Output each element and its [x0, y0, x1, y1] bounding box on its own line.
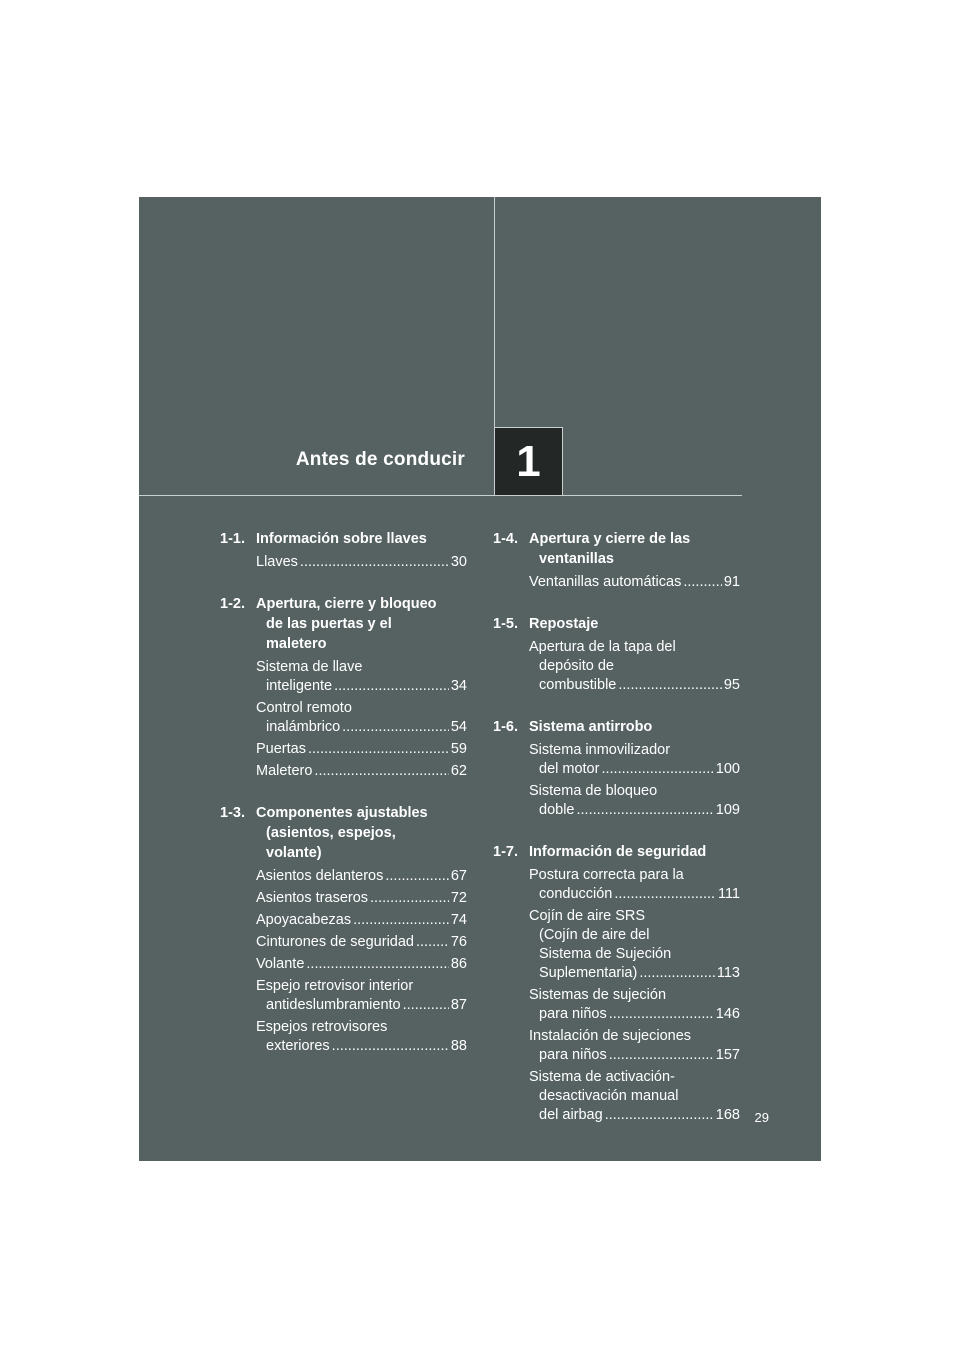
entry-text-line: Puertas	[256, 741, 306, 757]
entry-page-number: 109	[715, 802, 740, 818]
entry-text-line: Llaves	[256, 554, 298, 570]
entry-leader-line	[256, 740, 467, 759]
entry-text-line: Volante	[256, 956, 305, 972]
toc-section	[493, 842, 740, 1125]
entry-leader-line	[529, 1106, 740, 1125]
section-heading[interactable]	[220, 803, 467, 863]
entry-leader-line	[256, 996, 467, 1015]
toc-entries	[220, 553, 467, 572]
entry-text-line: conducción	[539, 886, 613, 902]
toc-entry[interactable]	[256, 933, 467, 952]
section-title-line: maletero	[266, 636, 327, 652]
section-title-line: Información sobre llaves	[256, 531, 427, 547]
chapter-panel	[139, 197, 821, 1161]
entry-leader-line	[256, 1037, 467, 1056]
entry-text-line: Sistema de Sujeción	[539, 946, 672, 962]
section-title-line: Información de seguridad	[529, 844, 707, 860]
dot-leader	[609, 1005, 714, 1024]
dot-leader	[416, 933, 449, 952]
entry-leader-line	[529, 676, 740, 695]
entry-text-line: desactivación manual	[539, 1088, 679, 1104]
dot-leader	[332, 1037, 449, 1056]
entry-page-number: 157	[715, 1047, 740, 1063]
entry-page-number: 88	[450, 1038, 467, 1054]
toc-entry[interactable]	[256, 699, 467, 737]
toc-entries	[493, 573, 740, 592]
section-number: 1-7.	[493, 844, 518, 860]
toc-entry[interactable]	[529, 573, 740, 592]
entry-text-line: combustible	[539, 677, 617, 693]
dot-leader	[306, 955, 448, 974]
chapter-title: Antes de conducir	[295, 449, 465, 470]
entry-text-line: Sistema inmovilizador	[529, 742, 671, 758]
entry-leader-line	[529, 801, 740, 820]
toc-entries	[220, 658, 467, 781]
entry-text-line: Cinturones de seguridad	[256, 934, 414, 950]
entry-text-line: inteligente	[266, 678, 333, 694]
section-title-line: de las puertas y el	[266, 616, 392, 632]
section-title	[529, 717, 740, 737]
toc-entry[interactable]	[529, 782, 740, 820]
entry-page-number: 100	[715, 761, 740, 777]
toc-entry[interactable]	[529, 1027, 740, 1065]
entry-text-line: del motor	[539, 761, 600, 777]
section-heading[interactable]	[493, 529, 740, 569]
section-title-line: ventanillas	[539, 551, 614, 567]
toc-entry[interactable]	[256, 658, 467, 696]
section-heading[interactable]	[493, 614, 740, 634]
entry-text-line: doble	[539, 802, 575, 818]
entry-leader-line	[256, 911, 467, 930]
entry-text-line: depósito de	[539, 658, 614, 674]
dot-leader	[308, 740, 449, 759]
entry-text-line: antideslumbramiento	[266, 997, 401, 1013]
toc-section	[220, 529, 467, 572]
toc-entry[interactable]	[529, 1068, 740, 1125]
dot-leader	[353, 911, 449, 930]
section-title	[256, 529, 467, 549]
entry-text-line: exteriores	[266, 1038, 330, 1054]
section-title	[529, 842, 740, 862]
toc-entries	[493, 638, 740, 695]
section-number: 1-4.	[493, 531, 518, 547]
section-heading[interactable]	[493, 717, 740, 737]
entry-text-line: Ventanillas automáticas	[529, 574, 682, 590]
dot-leader	[314, 762, 448, 781]
dot-leader	[370, 889, 449, 908]
entry-text-line: Sistemas de sujeción	[529, 987, 667, 1003]
toc-entry[interactable]	[256, 955, 467, 974]
toc-entry[interactable]	[529, 866, 740, 904]
toc-entries	[493, 741, 740, 820]
dot-leader	[385, 867, 449, 886]
entry-text-line: inalámbrico	[266, 719, 341, 735]
entry-leader-line	[256, 867, 467, 886]
dot-leader	[342, 718, 449, 737]
entry-text-line: Suplementaria)	[539, 965, 638, 981]
entry-page-number: 30	[450, 554, 467, 570]
chapter-number: 1	[516, 436, 541, 486]
entry-text-line: Control remoto	[256, 700, 352, 716]
entry-page-number: 113	[716, 965, 740, 981]
entry-text-line: Sistema de activación-	[529, 1069, 675, 1085]
entry-leader-line	[256, 889, 467, 908]
entry-leader-line	[529, 1005, 740, 1024]
dot-leader	[618, 676, 721, 695]
toc-section	[493, 529, 740, 592]
section-title-line: Apertura, cierre y bloqueo	[256, 596, 437, 612]
entry-text-line: Apoyacabezas	[256, 912, 352, 928]
section-heading[interactable]	[493, 842, 740, 862]
section-title-line: volante)	[266, 845, 322, 861]
toc-column-right	[493, 529, 740, 1147]
dot-leader	[403, 996, 449, 1015]
entry-leader-line	[529, 964, 740, 983]
toc-entry[interactable]	[256, 977, 467, 1015]
dot-leader	[576, 801, 713, 820]
entry-text-line: del airbag	[539, 1107, 603, 1123]
section-number: 1-2.	[220, 596, 245, 612]
entry-leader-line	[256, 955, 467, 974]
entry-page-number: 59	[450, 741, 467, 757]
toc-entry[interactable]	[256, 740, 467, 759]
toc-section	[493, 717, 740, 820]
entry-leader-line	[529, 1046, 740, 1065]
entry-leader-line	[256, 762, 467, 781]
entry-text-line: para niños	[539, 1006, 607, 1022]
entry-text-line: Maletero	[256, 763, 313, 779]
section-title	[529, 614, 740, 634]
section-number: 1-1.	[220, 531, 245, 547]
section-heading[interactable]	[220, 594, 467, 654]
toc-entry[interactable]	[529, 907, 740, 983]
toc-entry[interactable]	[529, 986, 740, 1024]
entry-page-number: 86	[450, 956, 467, 972]
entry-page-number: 76	[450, 934, 467, 950]
toc-entry[interactable]	[256, 889, 467, 908]
section-title-line: Componentes ajustables	[256, 805, 428, 821]
entry-page-number: 72	[450, 890, 467, 906]
entry-page-number: 62	[450, 763, 467, 779]
horizontal-divider	[139, 495, 742, 496]
toc-entry[interactable]	[256, 762, 467, 781]
toc-entry[interactable]	[256, 867, 467, 886]
section-title-line: (asientos, espejos,	[266, 825, 396, 841]
toc-entry[interactable]	[529, 741, 740, 779]
entry-text-line: Postura correcta para la	[529, 867, 684, 883]
entry-page-number: 34	[450, 678, 467, 694]
toc-section	[220, 803, 467, 1056]
entry-page-number: 146	[715, 1006, 740, 1022]
entry-page-number: 54	[450, 719, 467, 735]
dot-leader	[614, 885, 716, 904]
entry-text-line: Apertura de la tapa del	[529, 639, 676, 655]
dot-leader	[605, 1106, 714, 1125]
entry-page-number: 111	[717, 886, 740, 902]
toc-section	[220, 594, 467, 781]
entry-text-line: Espejo retrovisor interior	[256, 978, 414, 994]
entry-text-line: Asientos traseros	[256, 890, 369, 906]
entry-text-line: Cojín de aire SRS	[529, 908, 646, 924]
entry-leader-line	[256, 553, 467, 572]
toc-entry[interactable]	[256, 911, 467, 930]
entry-leader-line	[256, 933, 467, 952]
entry-page-number: 74	[450, 912, 467, 928]
section-title-line: Sistema antirrobo	[529, 719, 653, 735]
toc-column-left	[220, 529, 467, 1078]
entry-text-line: Instalación de sujeciones	[529, 1028, 692, 1044]
entry-page-number: 168	[715, 1107, 740, 1123]
entry-text-line: Asientos delanteros	[256, 868, 384, 884]
dot-leader	[300, 553, 449, 572]
toc-entry[interactable]	[256, 553, 467, 572]
toc-entry[interactable]	[529, 638, 740, 695]
entry-page-number: 95	[723, 677, 740, 693]
entry-text-line: (Cojín de aire del	[539, 927, 650, 943]
entry-text-line: Sistema de llave	[256, 659, 363, 675]
section-title	[256, 803, 467, 863]
entry-page-number: 67	[450, 868, 467, 884]
section-title-line: Repostaje	[529, 616, 599, 632]
toc-section	[493, 614, 740, 695]
section-title	[529, 529, 740, 569]
entry-leader-line	[529, 885, 740, 904]
entry-text-line: para niños	[539, 1047, 607, 1063]
entry-leader-line	[529, 760, 740, 779]
section-number: 1-5.	[493, 616, 518, 632]
page-number: 29	[754, 1110, 769, 1125]
section-number: 1-3.	[220, 805, 245, 821]
entry-text-line: Sistema de bloqueo	[529, 783, 658, 799]
section-title	[256, 594, 467, 654]
entry-leader-line	[256, 677, 467, 696]
dot-leader	[683, 573, 722, 592]
section-heading[interactable]	[220, 529, 467, 549]
chapter-number-box	[494, 427, 563, 496]
entry-leader-line	[256, 718, 467, 737]
entry-page-number: 87	[450, 997, 467, 1013]
section-title-line: Apertura y cierre de las	[529, 531, 691, 547]
dot-leader	[609, 1046, 714, 1065]
dot-leader	[334, 677, 449, 696]
entry-text-line: Espejos retrovisores	[256, 1019, 388, 1035]
dot-leader	[601, 760, 713, 779]
entry-page-number: 91	[723, 574, 740, 590]
toc-entries	[493, 866, 740, 1125]
entry-leader-line	[529, 573, 740, 592]
toc-entry[interactable]	[256, 1018, 467, 1056]
dot-leader	[639, 964, 715, 983]
toc-entries	[220, 867, 467, 1056]
section-number: 1-6.	[493, 719, 518, 735]
